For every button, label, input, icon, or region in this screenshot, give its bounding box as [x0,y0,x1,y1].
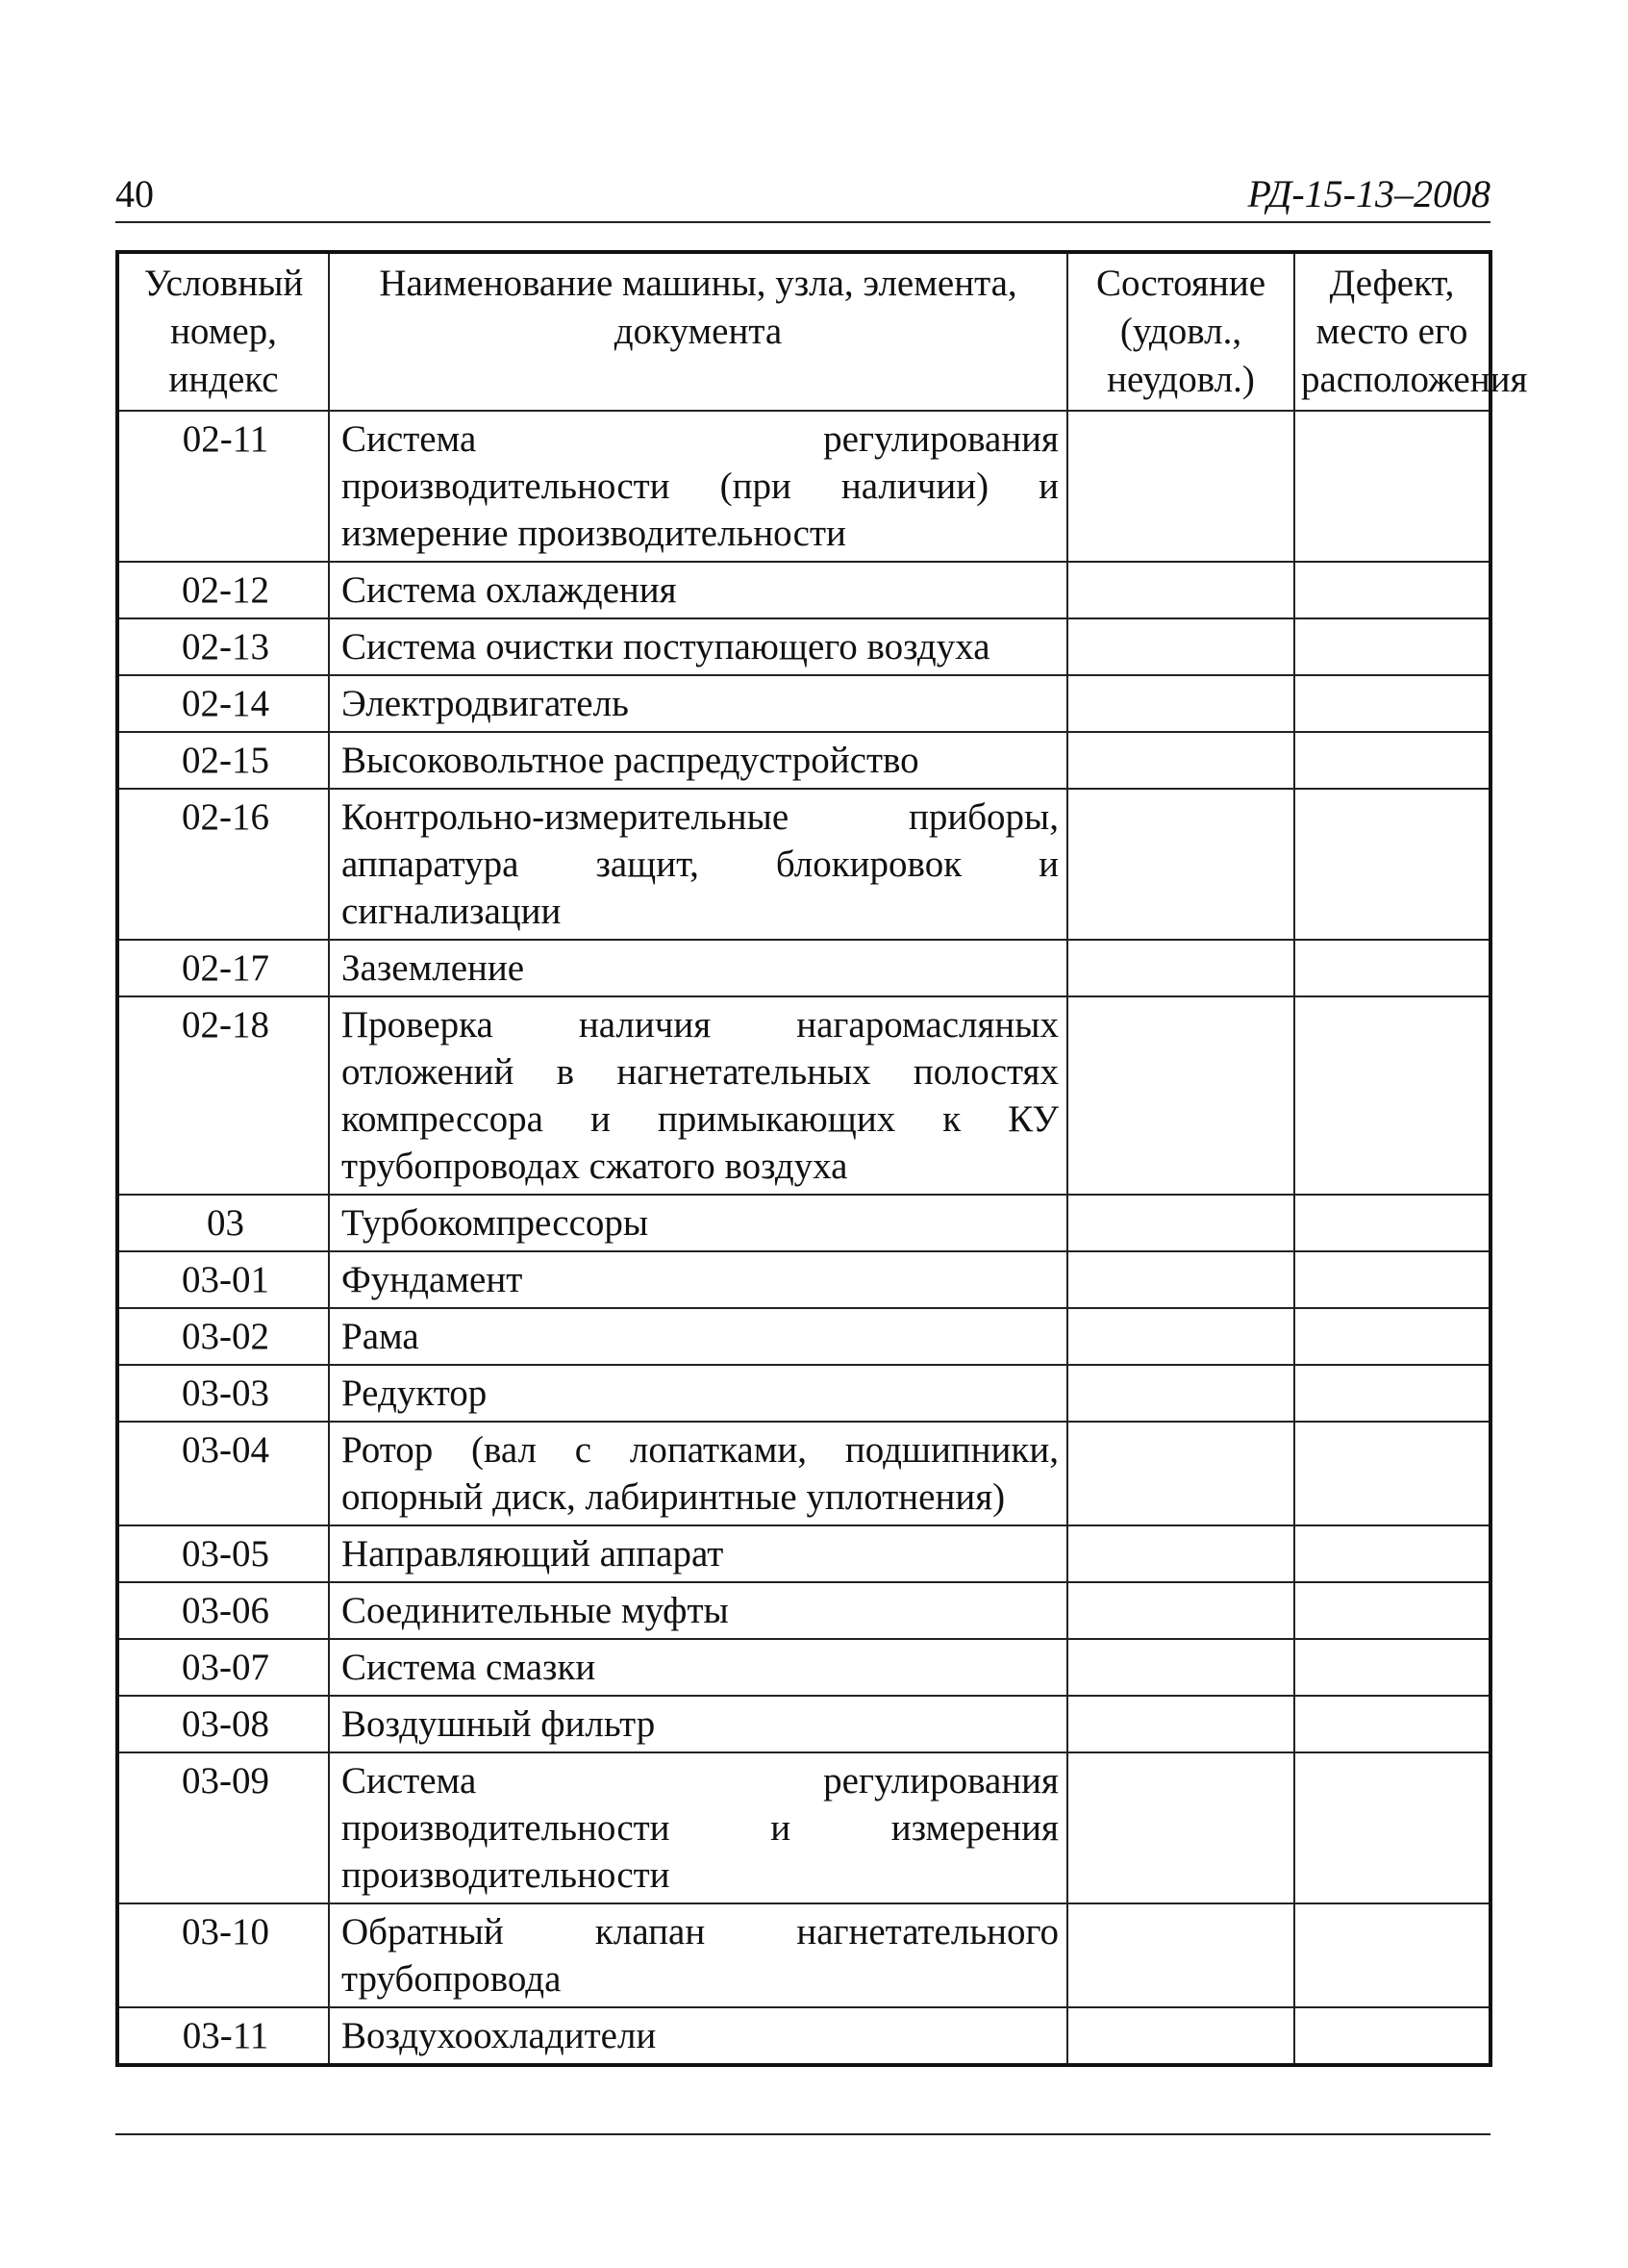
row-state-cell [1067,1903,1294,2007]
row-state-cell [1067,789,1294,940]
row-name: Система регулирования производительности и измерения производительности [329,1752,1067,1903]
row-code: 02-14 [117,675,329,732]
table-row [117,789,1490,940]
row-code: 02-18 [117,996,329,1195]
row-name: Направляющий аппарат [329,1525,1067,1582]
row-defect-cell [1294,1903,1490,2007]
row-defect-cell [1294,732,1490,789]
row-state-cell [1067,996,1294,1195]
table-row [117,1639,1490,1696]
column-header-defect: Дефект, место его расположения [1294,252,1490,411]
row-defect-cell [1294,1639,1490,1696]
row-state-cell [1067,562,1294,618]
row-state-cell [1067,1422,1294,1525]
row-state-cell [1067,1525,1294,1582]
row-state-cell [1067,1696,1294,1752]
table-body [117,411,1490,2065]
row-defect-cell [1294,1422,1490,1525]
row-state-cell [1067,732,1294,789]
row-defect-cell [1294,1365,1490,1422]
row-defect-cell [1294,411,1490,562]
row-state-cell [1067,675,1294,732]
column-header-name: Наименование машины, узла, элемента, документа [329,252,1067,411]
row-name: Система очистки поступающего воздуха [329,618,1067,675]
row-defect-cell [1294,562,1490,618]
table-row [117,1752,1490,1903]
row-defect-cell [1294,940,1490,996]
row-name: Турбокомпрессоры [329,1195,1067,1251]
row-defect-cell [1294,1752,1490,1903]
row-name: Фундамент [329,1251,1067,1308]
table-row [117,996,1490,1195]
table-header-row [117,252,1490,411]
table-row [117,940,1490,996]
row-code: 03-03 [117,1365,329,1422]
table-header [117,252,1528,411]
row-name: Проверка наличия нагаромасляных отложений в нагнетательных полостях компрессора и примыкающих к КУ трубопроводах сжатого воздуха [329,996,1067,1195]
table-row [117,1582,1490,1639]
row-state-cell [1067,1195,1294,1251]
row-name: Ротор (вал с лопатками, подшипники, опорный диск, лабиринтные уплотнения) [329,1422,1067,1525]
row-code: 03-07 [117,1639,329,1696]
row-code: 02-17 [117,940,329,996]
row-state-cell [1067,2007,1294,2065]
row-code: 03-10 [117,1903,329,2007]
page-header [115,164,1490,223]
row-code: 03-06 [117,1582,329,1639]
row-defect-cell [1294,675,1490,732]
row-state-cell [1067,1639,1294,1696]
table-row [117,562,1490,618]
row-defect-cell [1294,789,1490,940]
table-row [117,1251,1490,1308]
table-row [117,675,1490,732]
table-row [117,618,1490,675]
page-number: 40 [115,172,154,215]
row-defect-cell [1294,1251,1490,1308]
table-row [117,1903,1490,2007]
row-code: 02-16 [117,789,329,940]
row-name: Контрольно-измерительные приборы, аппаратура защит, блокировок и сигнализации [329,789,1067,940]
table-row [117,1422,1490,1525]
document-code: РД-15-13–2008 [1247,172,1490,215]
row-name: Система регулирования производительности (при наличии) и измерение производительности [329,411,1067,562]
table-row [117,1195,1490,1251]
row-defect-cell [1294,618,1490,675]
row-code: 03-08 [117,1696,329,1752]
row-defect-cell [1294,1308,1490,1365]
table-row [117,1525,1490,1582]
row-code: 02-12 [117,562,329,618]
row-defect-cell [1294,1195,1490,1251]
row-code: 03-09 [117,1752,329,1903]
row-state-cell [1067,1752,1294,1903]
row-defect-cell [1294,996,1490,1195]
table-row [117,732,1490,789]
row-state-cell [1067,618,1294,675]
row-code: 03-01 [117,1251,329,1308]
row-name: Воздухоохладители [329,2007,1067,2065]
row-state-cell [1067,1251,1294,1308]
row-code: 03-05 [117,1525,329,1582]
row-defect-cell [1294,1696,1490,1752]
row-code: 03 [117,1195,329,1251]
row-state-cell [1067,1308,1294,1365]
row-name: Система смазки [329,1639,1067,1696]
row-state-cell [1067,940,1294,996]
table-row [117,1365,1490,1422]
table-row [117,2007,1490,2065]
row-code: 02-15 [117,732,329,789]
row-defect-cell [1294,1582,1490,1639]
column-header-code: Условный номер, индекс [117,252,329,411]
column-header-state: Состояние (удовл., неудовл.) [1067,252,1294,411]
row-defect-cell [1294,1525,1490,1582]
row-code: 03-02 [117,1308,329,1365]
row-code: 02-11 [117,411,329,562]
table-row [117,1696,1490,1752]
row-state-cell [1067,1365,1294,1422]
row-name: Электродвигатель [329,675,1067,732]
inspection-table [115,250,1528,2067]
row-name: Рама [329,1308,1067,1365]
row-name: Воздушный фильтр [329,1696,1067,1752]
bottom-rule [115,2133,1490,2135]
row-state-cell [1067,1582,1294,1639]
row-code: 02-13 [117,618,329,675]
row-code: 03-04 [117,1422,329,1525]
row-defect-cell [1294,2007,1490,2065]
table-row [117,1308,1490,1365]
row-code: 03-11 [117,2007,329,2065]
row-name: Редуктор [329,1365,1067,1422]
row-name: Обратный клапан нагнетательного трубопровода [329,1903,1067,2007]
row-name: Система охлаждения [329,562,1067,618]
row-name: Заземление [329,940,1067,996]
table-row [117,411,1490,562]
row-state-cell [1067,411,1294,562]
row-name: Соединительные муфты [329,1582,1067,1639]
row-name: Высоковольтное распредустройство [329,732,1067,789]
